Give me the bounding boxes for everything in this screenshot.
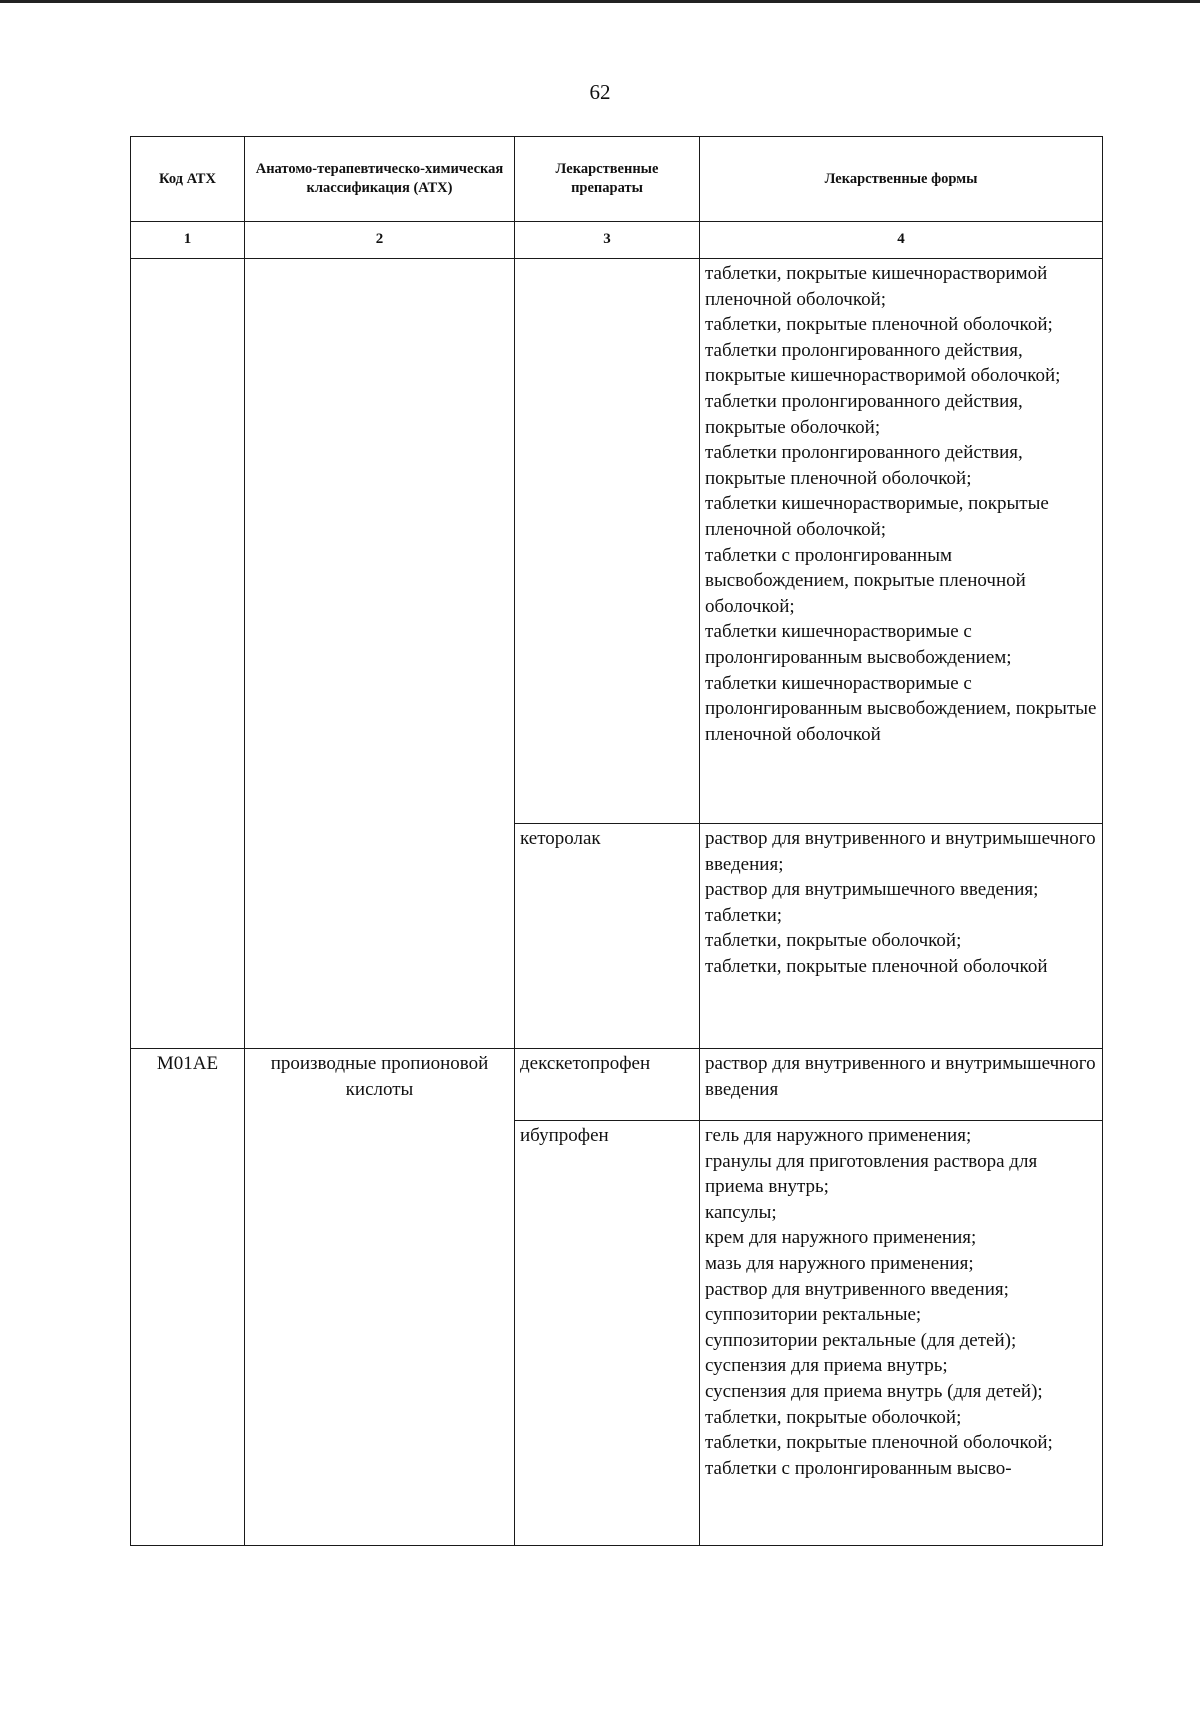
classification-cell: производные пропионовой кислоты (245, 1049, 515, 1546)
header-dosage-forms: Лекарственные формы (700, 137, 1103, 222)
table-header-row (131, 137, 1103, 222)
classification-cell (245, 259, 515, 1049)
dosage-form: гель для наружного применения; (705, 1125, 972, 1146)
header-atc-classification: Анатомо-терапевтическо-химическая классификация (АТХ) (245, 137, 515, 222)
atc-code-cell (131, 259, 245, 1049)
atc-drug-table (130, 136, 1103, 1546)
dosage-form: суппозитории ректальные; (705, 1304, 922, 1326)
dosage-form: мазь для наружного применения; (705, 1252, 974, 1274)
table-row (131, 259, 1103, 824)
page-number: 62 (589, 80, 611, 104)
dosage-form: раствор для внутривенного и внутримышечного введения (705, 1053, 1096, 1100)
dosage-forms-cell (700, 1121, 1103, 1546)
dosage-form: таблетки, покрытые пленочной оболочкой; (705, 1432, 1053, 1454)
column-number: 3 (515, 222, 700, 259)
dosage-forms-cell (700, 259, 1103, 824)
table-row (131, 1049, 1103, 1121)
dosage-form: раствор для внутримышечного введения; (705, 879, 1039, 901)
dosage-form: таблетки кишечнорастворимые, покрытые пленочной оболочкой; (705, 493, 1049, 540)
dosage-form: суппозитории ректальные (для детей); (705, 1329, 1017, 1351)
dosage-form: раствор для внутривенного и внутримышечного введения; (705, 828, 1096, 875)
header-atc-code: Код АТХ (131, 137, 245, 222)
dosage-form: таблетки, покрытые пленочной оболочкой; (705, 314, 1053, 336)
dosage-form: таблетки кишечнорастворимые с пролонгированным высвобождением; (705, 621, 1012, 668)
dosage-form: таблетки; (705, 904, 783, 926)
dosage-forms-cell (700, 824, 1103, 1049)
dosage-forms-cell (700, 1049, 1103, 1121)
dosage-form: таблетки, покрытые пленочной оболочкой (705, 955, 1048, 977)
column-number: 1 (131, 222, 245, 259)
dosage-form: капсулы; (705, 1201, 777, 1223)
dosage-form: таблетки пролонгированного действия, покрытые пленочной оболочкой; (705, 442, 1023, 489)
dosage-form: суспензия для приема внутрь (для детей); (705, 1380, 1043, 1402)
dosage-form: таблетки пролонгированного действия, покрытые кишечнорастворимой оболочкой; (705, 339, 1061, 387)
dosage-form: таблетки, покрытые оболочкой; (705, 930, 962, 952)
drug-cell: декскетопрофен (515, 1049, 700, 1121)
dosage-form: суспензия для приема внутрь; (705, 1355, 948, 1377)
column-number-row (131, 222, 1103, 259)
dosage-form: крем для наружного применения; (705, 1227, 977, 1249)
dosage-form: раствор для внутривенного введения; (705, 1278, 1009, 1300)
dosage-form: таблетки с пролонгированным высво- (705, 1457, 1012, 1479)
atc-code-cell: M01AE (131, 1049, 245, 1546)
column-number: 2 (245, 222, 515, 259)
drug-cell (515, 259, 700, 824)
dosage-form: таблетки кишечнорастворимые с пролонгированным высвобождением, покрытые пленочной оболочкой (705, 672, 1097, 745)
dosage-form: таблетки, покрытые оболочкой; (705, 1406, 962, 1428)
dosage-form: гранулы для приготовления раствора для приема внутрь; (705, 1150, 1038, 1198)
dosage-form: таблетки с пролонгированным высвобождением, покрытые пленочной оболочкой; (705, 544, 1026, 617)
scan-top-edge (0, 0, 1200, 3)
header-drugs: Лекарственные препараты (515, 137, 700, 222)
dosage-form: таблетки, покрытые кишечнорастворимой пленочной оболочкой; (705, 263, 1048, 310)
dosage-form: таблетки пролонгированного действия, покрытые оболочкой; (705, 390, 1023, 438)
drug-cell: кеторолак (515, 824, 700, 1049)
column-number: 4 (700, 222, 1103, 259)
drug-cell: ибупрофен (515, 1121, 700, 1546)
